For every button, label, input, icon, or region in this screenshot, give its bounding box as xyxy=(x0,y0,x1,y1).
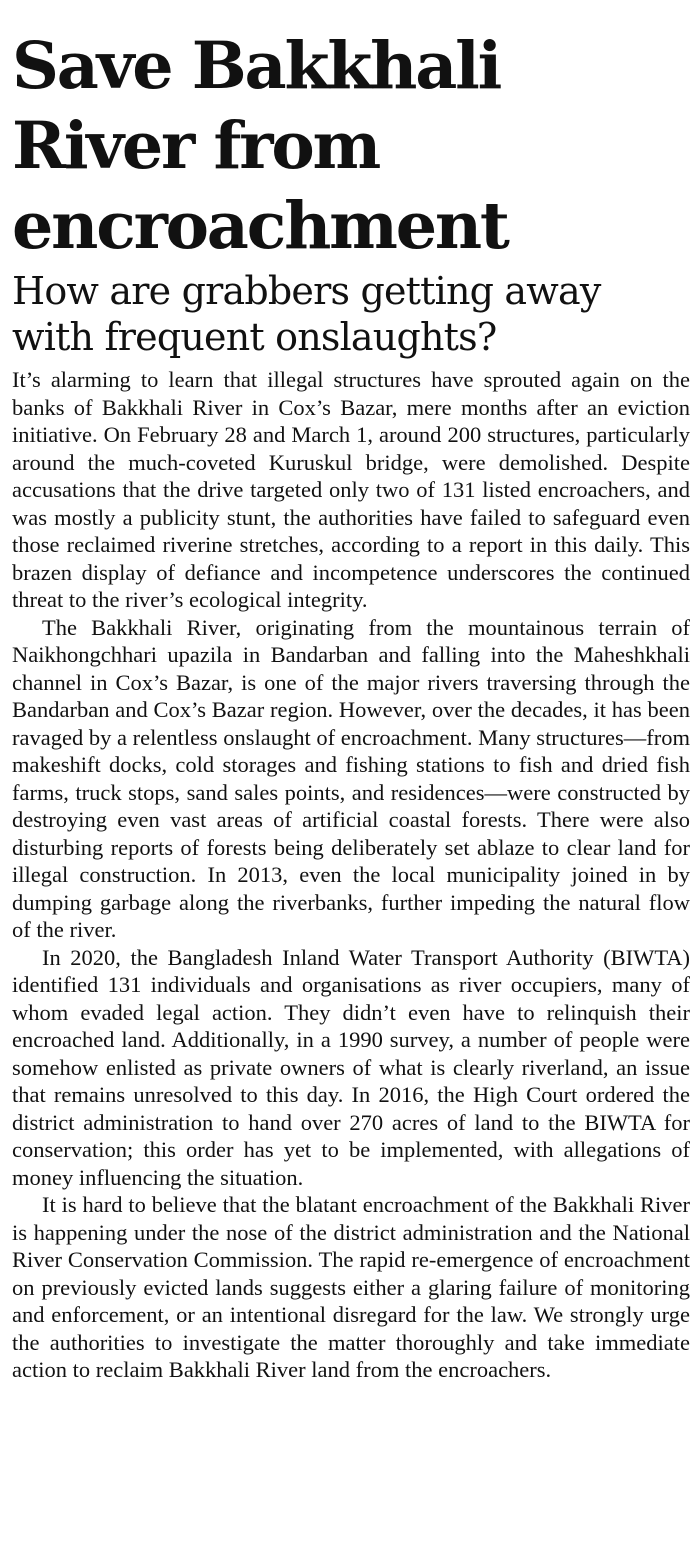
body-paragraph-4: It is hard to believe that the blatant encroachment of the Bakkhali River is happening under the nose of the district administration and the National River Conservation Commission. The rapid re-emergence of encroachment on previously evicted lands suggests either a glaring failure of monitoring and enforcement, or an intentional disregard for the law. We strongly urge the authorities to investigate the matter thoroughly and take immediate action to reclaim Bakkhali River land from the encroachers. xyxy=(12,1192,690,1382)
headline: Save Bakkhali River from encroachment xyxy=(12,28,508,264)
body-paragraph-2: The Bakkhali River, originating from the mountainous terrain of Naikhongchhari upazila in Bandarban and falling into the Maheshkhali channel in Cox’s Bazar, is one of the major rivers traversing through the Bandarban and Cox’s Bazar region. However, over the decades, it has been ravaged by a relentless onslaught of encroachment. Many structures—from makeshift docks, cold storages and fishing stations to fish and dried fish farms, truck stops, sand sales points, and residences—were constructed by destroying even vast areas of artificial coastal forests. There were also disturbing reports of forests being deliberately set ablaze to clear land for illegal construction. In 2013, even the local municipality joined in by dumping garbage along the riverbanks, further impeding the natural flow of the river. xyxy=(12,614,690,942)
article-body xyxy=(12,366,690,1384)
body-paragraph-1: It’s alarming to learn that illegal structures have sprouted again on the banks of Bakkhali River in Cox’s Bazar, mere months after an eviction initiative. On February 28 and March 1, around 200 structures, particularly around the much-coveted Kuruskul bridge, were demolished. Despite accusations that the drive targeted only two of 131 listed encroachers, and was mostly a publicity stunt, the authorities have failed to safeguard even those reclaimed riverine stretches, according to a report in this daily. This brazen display of defiance and incompetence underscores the continued threat to the river’s ecological integrity. xyxy=(12,367,690,612)
body-paragraph-3: In 2020, the Bangladesh Inland Water Transport Authority (BIWTA) identified 131 individuals and organisations as river occupiers, many of whom evaded legal action. They didn’t even have to relinquish their encroached land. Additionally, in a 1990 survey, a number of people were somehow enlisted as private owners of what is clearly riverland, an issue that remains unresolved to this day. In 2016, the High Court ordered the district administration to hand over 270 acres of land to the BIWTA for conservation; this order has yet to be implemented, with allegations of money influencing the situation. xyxy=(12,944,690,1190)
subheadline: How are grabbers getting away with frequent onslaughts? xyxy=(12,269,601,359)
